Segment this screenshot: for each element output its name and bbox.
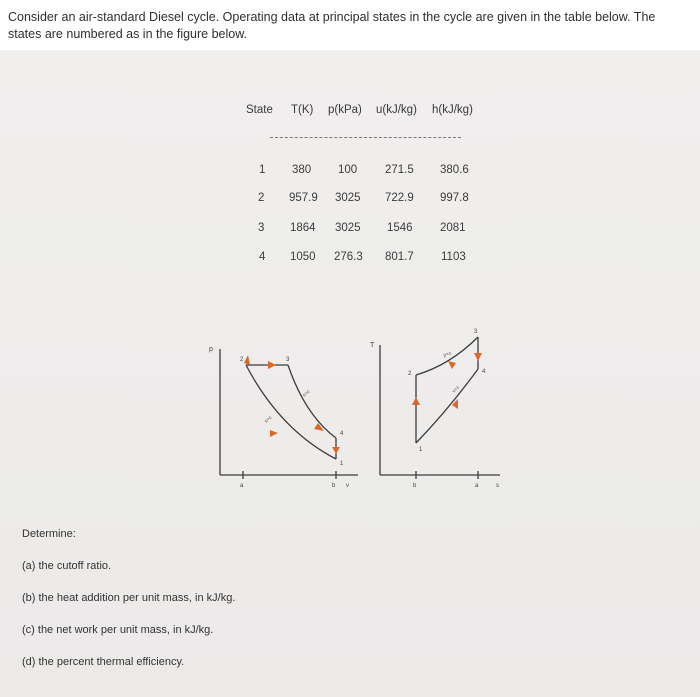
- pv-y-label: p: [209, 346, 213, 353]
- table-cell: 1050: [290, 251, 316, 263]
- table-cell: 276.3: [334, 251, 363, 263]
- table-cell: 3: [258, 222, 265, 234]
- question-b: (b) the heat addition per unit mass, in kJ/kg.: [22, 592, 236, 604]
- pv-arrow-4-1: [332, 447, 340, 454]
- pv-arrow-2-3: [268, 361, 276, 369]
- table-cell: 3025: [335, 222, 361, 234]
- table-cell: 4: [259, 251, 266, 263]
- ts-y-label: T: [370, 342, 375, 349]
- table-cell: 1864: [290, 222, 316, 234]
- table-cell: 380.6: [440, 164, 469, 176]
- header-enthalpy: h(kJ/kg): [432, 104, 473, 116]
- pv-process-1-2: [246, 365, 336, 459]
- table-cell: 3025: [335, 192, 361, 204]
- table-cell: 801.7: [385, 251, 414, 263]
- pv-state-3: 3: [286, 357, 290, 363]
- table-cell: 1103: [441, 251, 466, 263]
- pv-process-3-4: [288, 365, 336, 438]
- ts-x-tick-b: b: [413, 483, 417, 489]
- questions-heading: Determine:: [22, 528, 76, 540]
- header-temperature: T(K): [291, 104, 314, 116]
- ts-arrow-1-2: [412, 397, 420, 405]
- ts-state-4: 4: [482, 369, 486, 375]
- table-cell: 2: [258, 192, 265, 204]
- problem-intro: Consider an air-standard Diesel cycle. Operating data at principal states in the cycle are given in the table below. The states are numbered as in the figure below.: [8, 10, 656, 41]
- ts-state-1: 1: [419, 447, 423, 453]
- ts-process-label: v=c: [451, 384, 462, 395]
- ts-x-label: s: [496, 483, 499, 489]
- table-cell: 722.9: [385, 192, 414, 204]
- pv-state-4: 4: [340, 431, 344, 437]
- pv-state-2: 2: [240, 357, 244, 363]
- pv-arrow-1-2: [270, 430, 278, 437]
- table-cell: 1546: [387, 222, 413, 234]
- pv-arrow-up: [244, 355, 250, 365]
- ts-x-tick-a: a: [475, 483, 479, 489]
- ts-process-4-1: [416, 369, 478, 443]
- pv-x-tick-a: a: [240, 483, 244, 489]
- ts-state-2: 2: [408, 371, 412, 377]
- question-c: (c) the net work per unit mass, in kJ/kg.: [22, 624, 214, 636]
- header-state: State: [246, 104, 273, 116]
- pv-state-1: 1: [340, 461, 344, 467]
- table-cell: 997.8: [440, 192, 469, 204]
- question-d: (d) the percent thermal efficiency.: [22, 656, 185, 668]
- table-cell: 1: [259, 164, 266, 176]
- question-a: (a) the cutoff ratio.: [22, 560, 112, 572]
- header-pressure: p(kPa): [328, 104, 362, 116]
- table-cell: 271.5: [385, 164, 414, 176]
- table-cell: 380: [292, 164, 312, 176]
- pv-diagram: [200, 335, 360, 495]
- table-cell: 957.9: [289, 192, 318, 204]
- pv-arrow-3-4: [314, 423, 324, 431]
- pv-process-label: s=c: [301, 388, 312, 399]
- table-cell: 2081: [440, 222, 466, 234]
- table-cell: 100: [338, 164, 358, 176]
- ts-diagram: [368, 329, 518, 495]
- pv-x-label: v: [346, 483, 349, 489]
- ts-arrow-3-4: [474, 353, 482, 361]
- pv-x-tick-b: b: [332, 483, 336, 489]
- ts-process-label: p=c: [442, 350, 453, 359]
- header-divider: [270, 137, 461, 138]
- header-internal-energy: u(kJ/kg): [376, 104, 417, 116]
- ts-arrow-2-3: [448, 361, 456, 369]
- pv-process-label: s=c: [263, 414, 274, 425]
- ts-state-3: 3: [474, 329, 478, 335]
